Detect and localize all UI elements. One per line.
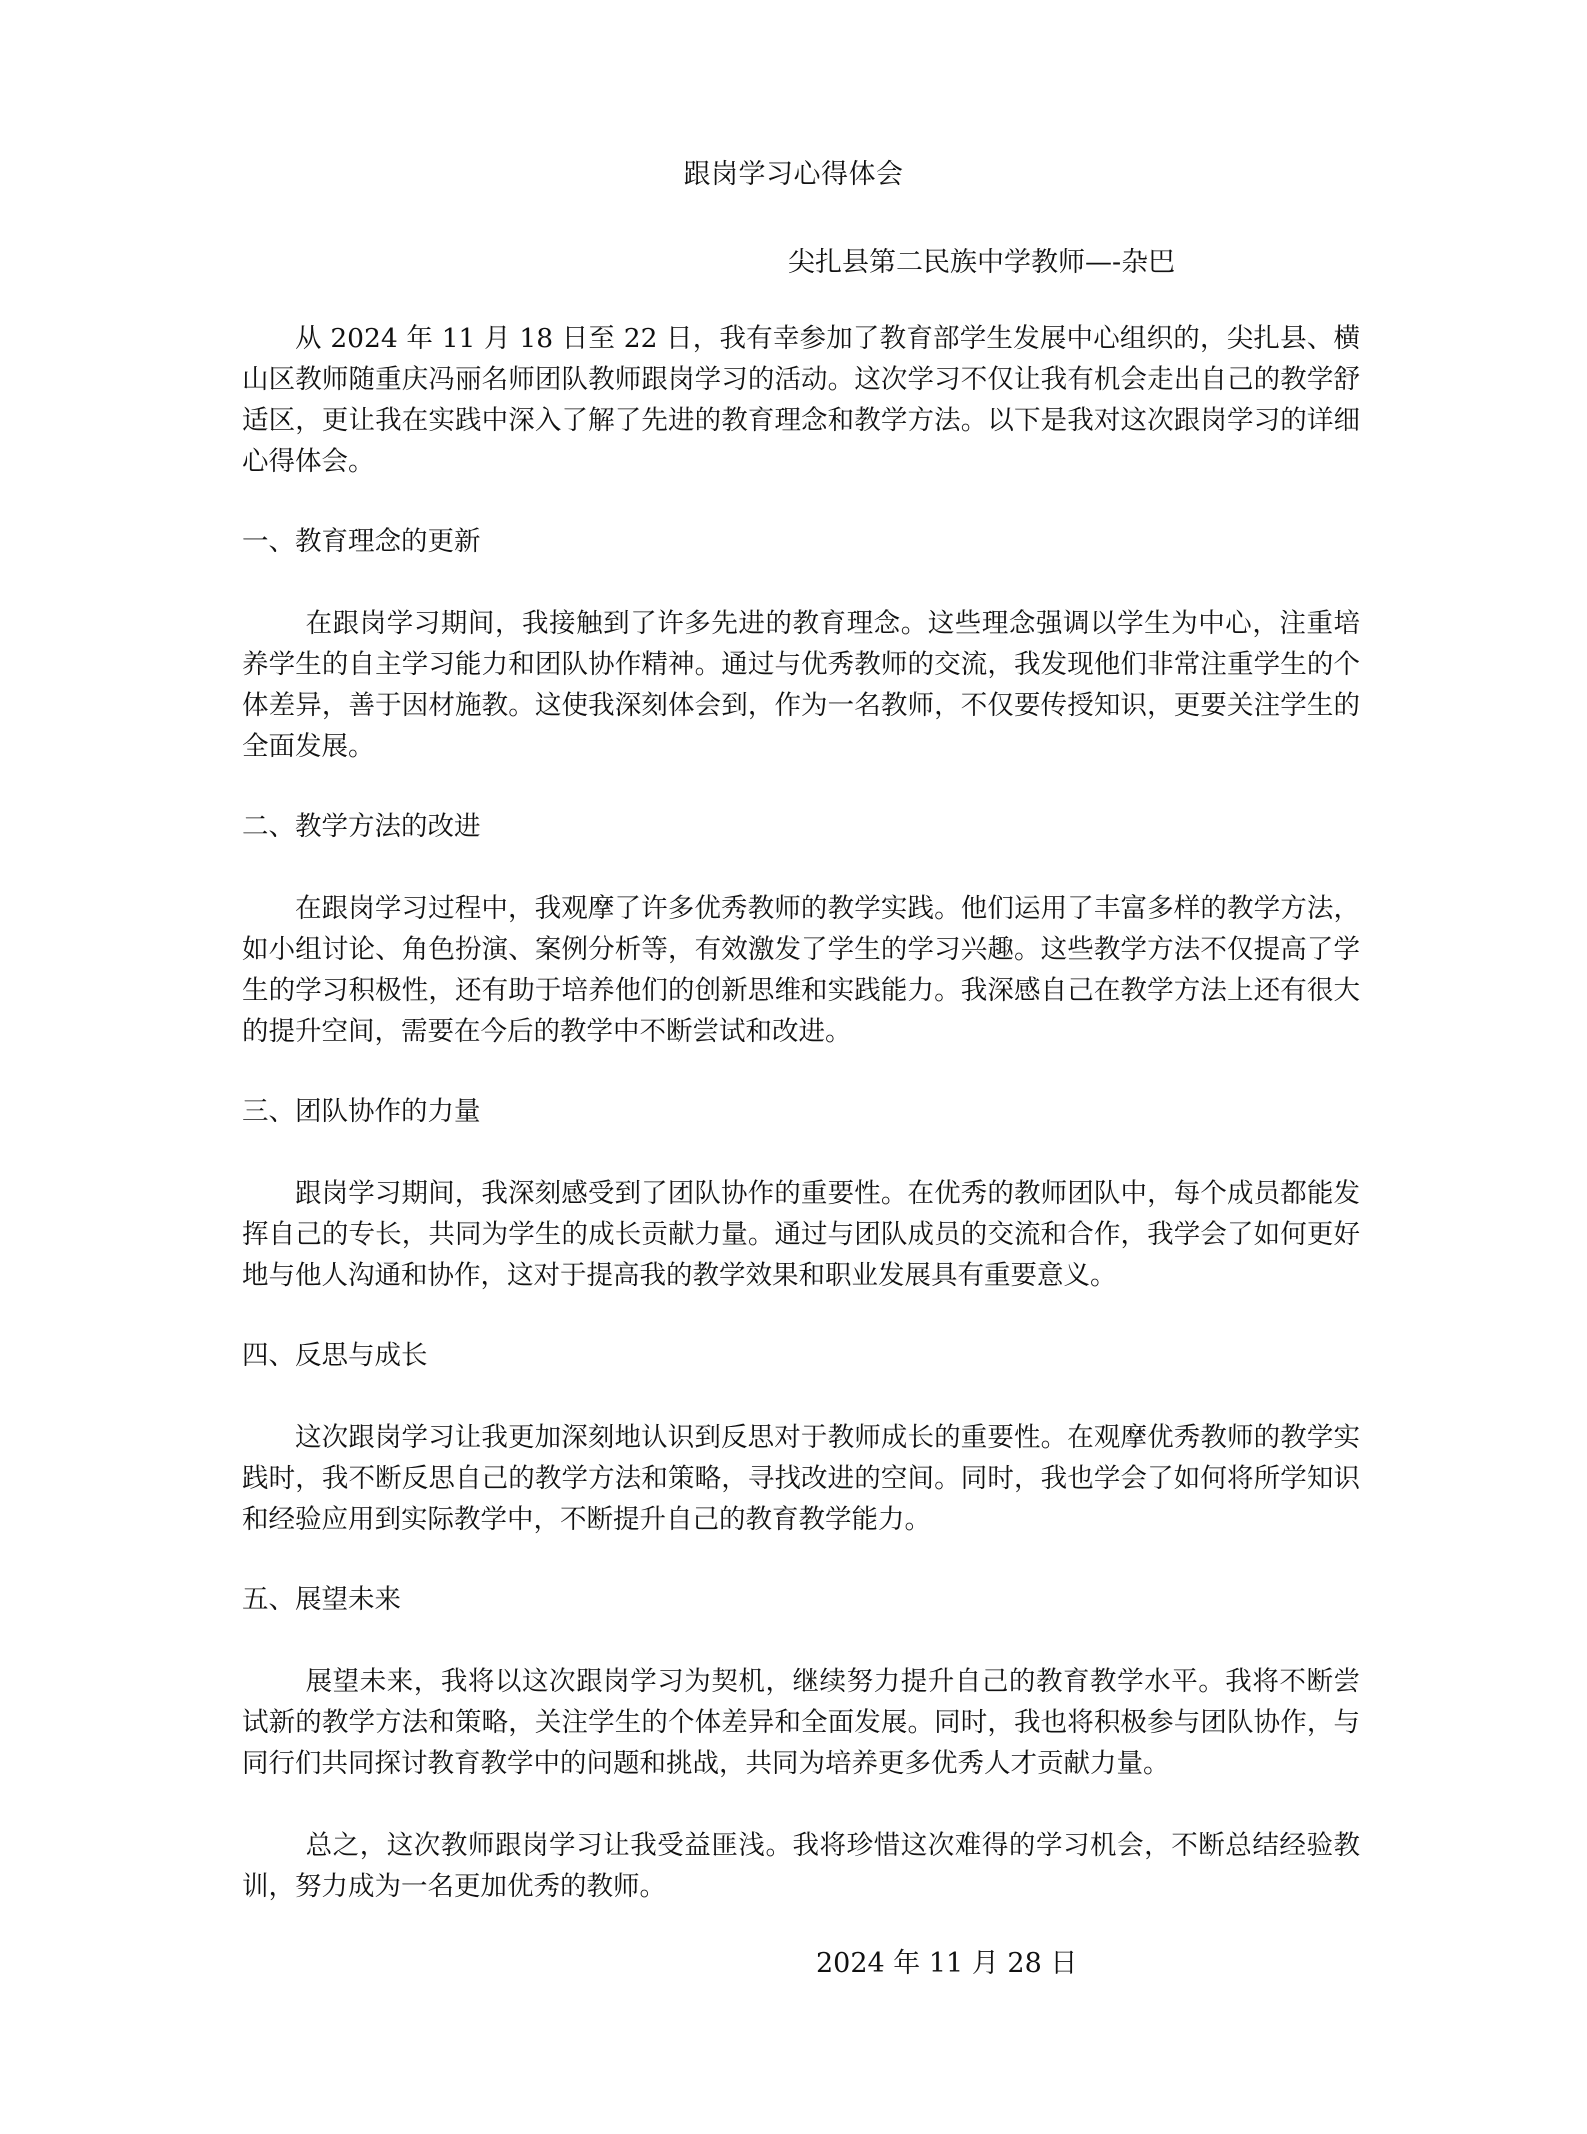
intro-paragraph: 从 2024 年 11 月 18 日至 22 日，我有幸参加了教育部学生发展中心组织的，尖扎县、横山区教师随重庆冯丽名师团队教师跟岗学习的活动。这次学习不仅让我有机会走出自己的教学舒适区，更让我在实践中深入了解了先进的教育理念和教学方法。以下是我对这次跟岗学习的详细心得体会。 xyxy=(242,323,1360,477)
document-author: 尖扎县第二民族中学教师—-杂巴 xyxy=(788,247,1176,278)
section-paragraph: 这次跟岗学习让我更加深刻地认识到反思对于教师成长的重要性。在观摩优秀教师的教学实践时，我不断反思自己的教学方法和策略，寻找改进的空间。同时，我也学会了如何将所学知识和经验应用到实际教学中，不断提升自己的教育教学能力。 xyxy=(242,1422,1360,1535)
document-date: 2024 年 11 月 28 日 xyxy=(816,1948,1078,1979)
section-heading: 四、反思与成长 xyxy=(242,1340,428,1371)
section-heading: 二、教学方法的改进 xyxy=(242,811,481,842)
document-title: 跟岗学习心得体会 xyxy=(683,159,904,190)
conclusion-paragraph: 总之，这次教师跟岗学习让我受益匪浅。我将珍惜这次难得的学习机会，不断总结经验教训，努力成为一名更加优秀的教师。 xyxy=(242,1830,1360,1902)
section-heading: 五、展望未来 xyxy=(242,1584,401,1615)
section-heading: 三、团队协作的力量 xyxy=(242,1096,481,1127)
section-heading: 一、教育理念的更新 xyxy=(242,526,481,557)
section-paragraph: 跟岗学习期间，我深刻感受到了团队协作的重要性。在优秀的教师团队中，每个成员都能发挥自己的专长，共同为学生的成长贡献力量。通过与团队成员的交流和合作，我学会了如何更好地与他人沟通和协作，这对于提高我的教学效果和职业发展具有重要意义。 xyxy=(242,1178,1360,1291)
section-paragraph: 展望未来，我将以这次跟岗学习为契机，继续努力提升自己的教育教学水平。我将不断尝试新的教学方法和策略，关注学生的个体差异和全面发展。同时，我也将积极参与团队协作，与同行们共同探讨教育教学中的问题和挑战，共同为培养更多优秀人才贡献力量。 xyxy=(242,1666,1360,1779)
section-paragraph: 在跟岗学习期间，我接触到了许多先进的教育理念。这些理念强调以学生为中心，注重培养学生的自主学习能力和团队协作精神。通过与优秀教师的交流，我发现他们非常注重学生的个体差异，善于因材施教。这使我深刻体会到，作为一名教师，不仅要传授知识，更要关注学生的全面发展。 xyxy=(242,608,1360,762)
section-paragraph: 在跟岗学习过程中，我观摩了许多优秀教师的教学实践。他们运用了丰富多样的教学方法，如小组讨论、角色扮演、案例分析等，有效激发了学生的学习兴趣。这些教学方法不仅提高了学生的学习积极性，还有助于培养他们的创新思维和实践能力。我深感自己在教学方法上还有很大的提升空间，需要在今后的教学中不断尝试和改进。 xyxy=(242,893,1360,1047)
document-body xyxy=(242,318,1360,1907)
